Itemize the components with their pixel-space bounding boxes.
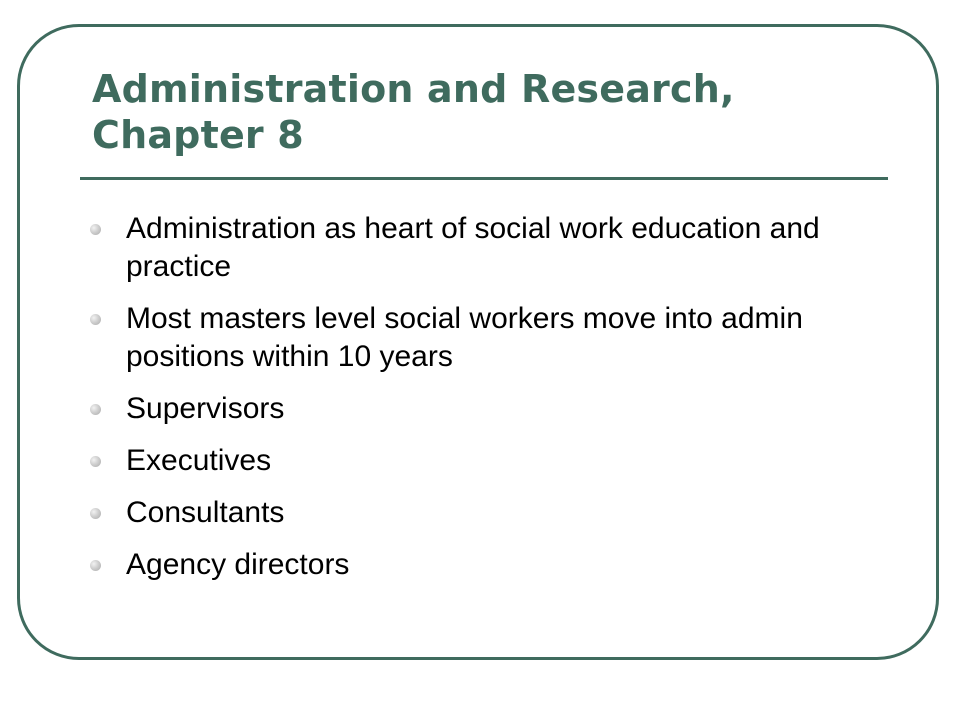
bullet-text: Supervisors bbox=[126, 392, 285, 425]
bullet-item-supervisors bbox=[90, 390, 870, 428]
bullet-icon bbox=[90, 314, 101, 325]
bullet-item-consultants bbox=[90, 494, 870, 532]
bullet-text: Most masters level social workers move into admin positions within 10 years bbox=[126, 302, 803, 373]
bullet-icon bbox=[90, 508, 101, 519]
bullet-item-admin-heart bbox=[90, 210, 870, 286]
slide-title: Administration and Research, Chapter 8 bbox=[92, 67, 735, 157]
bullet-text: Executives bbox=[126, 444, 272, 477]
title-divider bbox=[80, 177, 888, 180]
bullet-text: Consultants bbox=[126, 496, 285, 529]
bullet-item-masters-level bbox=[90, 300, 870, 376]
bullet-item-agency-directors bbox=[90, 546, 870, 584]
bullet-icon bbox=[90, 404, 101, 415]
bullet-text: Agency directors bbox=[126, 548, 350, 581]
bullet-icon bbox=[90, 456, 101, 467]
bullet-list bbox=[90, 210, 870, 598]
bullet-icon bbox=[90, 560, 101, 571]
bullet-icon bbox=[90, 224, 101, 235]
bullet-text: Administration as heart of social work education and practice bbox=[126, 212, 820, 283]
bullet-item-executives bbox=[90, 442, 870, 480]
